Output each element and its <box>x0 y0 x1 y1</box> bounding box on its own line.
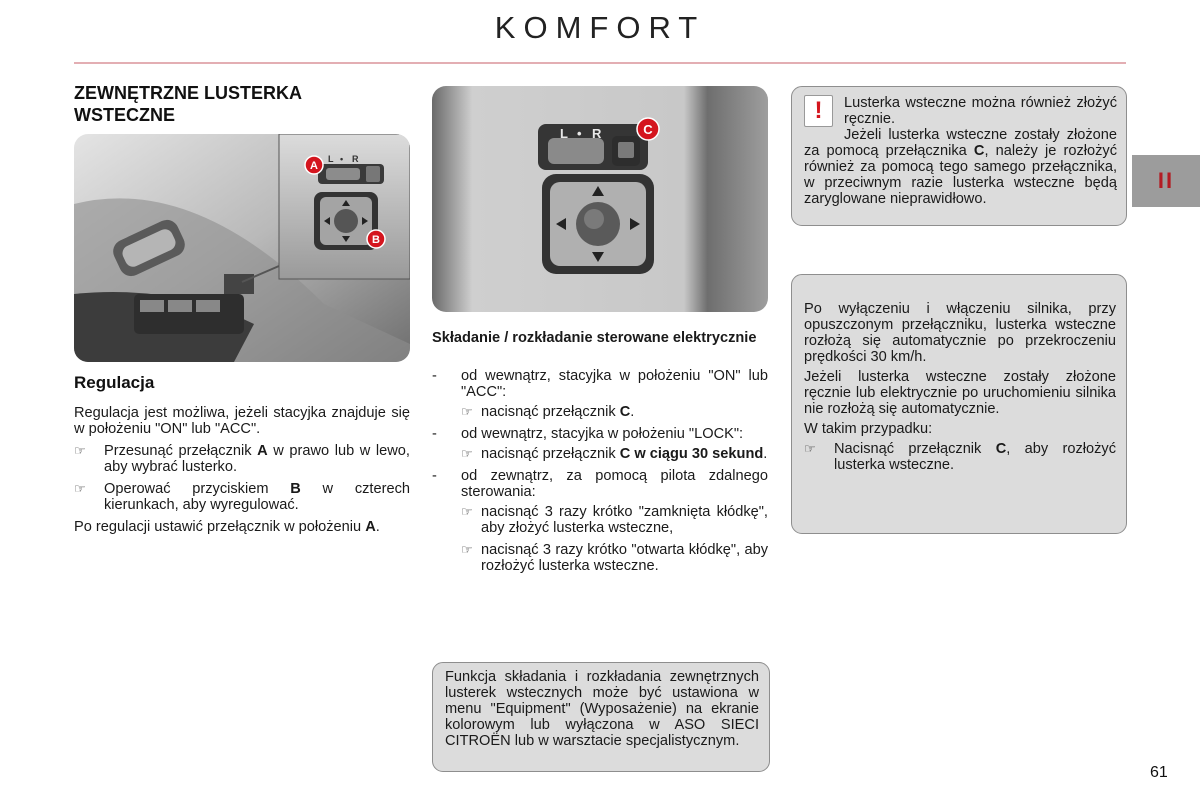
outro-text: Po regulacji ustawić przełącznik w położeniu <box>74 519 366 535</box>
switch-l-label: L <box>328 154 334 164</box>
info-bullet-end: , aby rozłożyć lusterka wsteczne. <box>834 441 1116 473</box>
pointing-hand-icon: ☞ <box>804 441 816 456</box>
info-para-1: Po wyłączeniu i włączeniu silnika, przy opuszczonym przełączniku, lusterka wsteczne rozłożą się automatycznie po przekroczeniu prędkości 30 km/h. <box>804 301 1116 365</box>
warning-line-1: Lusterka wsteczne można również złożyć ręcznie. <box>844 95 1117 127</box>
info-para-2: Jeżeli lusterka wsteczne zostały złożone ręcznie lub elektrycznie po uruchomieniu silnika nie rozłożą się automatycznie. <box>804 369 1116 417</box>
folding-item-3-step-2 <box>461 542 768 574</box>
pointing-hand-icon: ☞ <box>461 504 473 519</box>
bullet-2-text-end: w czterech kierunkach, aby wyregulować. <box>104 481 410 513</box>
folding-item-1 <box>432 368 768 400</box>
page-number: 61 <box>1150 764 1168 781</box>
folding-instructions <box>432 368 768 580</box>
pointing-hand-icon: ☞ <box>74 443 86 458</box>
item-1-step-end: . <box>630 404 635 420</box>
folding-item-1-text: od wewnątrz, stacyjka w położeniu "ON" lub "ACC": <box>461 368 768 400</box>
door-panel-drawing <box>74 134 410 362</box>
folding-item-2 <box>432 426 768 442</box>
outro-text-end: . <box>375 519 380 535</box>
bullet-2-text: Operować przyciskiem <box>104 481 291 497</box>
item-3-step-1-text: nacisnąć 3 razy krótko "zamknięta kłódkę", aby złożyć lusterka wsteczne, <box>481 504 768 536</box>
item-2-step-bold: C w ciągu 30 sekund <box>619 446 764 462</box>
info-bullet <box>804 441 1116 473</box>
pointing-hand-icon: ☞ <box>461 404 473 419</box>
regulacja-bullet-1 <box>74 443 410 475</box>
regulacja-bullet-2 <box>74 481 410 513</box>
section-subtitle-regulacja: Regulacja <box>74 373 155 392</box>
warning-line-2 <box>804 127 1117 207</box>
dash-marker: - <box>432 426 437 442</box>
header-divider <box>74 62 1126 64</box>
regulacja-outro <box>74 519 410 535</box>
folding-item-3-step-1 <box>461 504 768 536</box>
auto-unfold-text <box>792 275 1126 473</box>
pointing-hand-icon: ☞ <box>461 542 473 557</box>
bullet-1-text: Przesunąć przełącznik <box>104 443 258 459</box>
switch-dot-label: • <box>340 154 344 164</box>
info-bullet-bold: C <box>995 441 1007 457</box>
outro-bold: A <box>365 519 376 535</box>
warning-line-2-end: , należy je rozłożyć również za pomocą tego samego przełącznika, w przeciwnym razie lusterka wsteczne będą zaryglowane nieprawidłowo. <box>804 143 1117 207</box>
regulacja-text <box>74 405 410 541</box>
item-3-step-2-text: nacisnąć 3 razy krótko "otwarta kłódkę", aby rozłożyć lusterka wsteczne. <box>481 542 768 574</box>
regulacja-intro: Regulacja jest możliwa, jeżeli stacyjka znajduje się w położeniu "ON" lub "ACC". <box>74 405 410 437</box>
equipment-menu-note-box <box>432 662 770 772</box>
chapter-tab: II <box>1132 155 1200 207</box>
switch-l-label: L <box>560 126 568 141</box>
bullet-1-text-end: w prawo lub w lewo, aby wybrać lusterko. <box>104 443 410 475</box>
switch-closeup-drawing <box>432 86 768 312</box>
pointing-hand-icon: ☞ <box>74 481 86 496</box>
equipment-menu-note: Funkcja składania i rozkładania zewnętrznych lusterek wstecznych może być ustawiona w menu "Equipment" (Wyposażenie) na ekranie kolorowym lub wyłączona w ASO SIECI CITROËN lub w warsztacie specjalistycznym. <box>445 669 759 749</box>
switch-dot-label: • <box>577 126 582 141</box>
dash-marker: - <box>432 468 437 484</box>
folding-item-3-text: od zewnątrz, za pomocą pilota zdalnego sterowania: <box>461 468 768 500</box>
folding-item-1-step <box>461 404 768 420</box>
info-para-3: W takim przypadku: <box>804 421 933 437</box>
switch-r-label: R <box>352 154 359 164</box>
folding-item-3 <box>432 468 768 500</box>
item-2-step-end: . <box>763 446 768 462</box>
folding-heading: Składanie / rozkładanie sterowane elektrycznie <box>432 330 757 346</box>
warning-line-2-text: Jeżeli lusterka wsteczne zostały złożone za pomocą przełącznika <box>804 127 1117 159</box>
info-bullet-text: Nacisnąć przełącznik <box>834 441 996 457</box>
item-2-step-text: nacisnąć przełącznik <box>481 446 620 462</box>
warning-box <box>791 86 1127 226</box>
bullet-1-bold: A <box>257 443 268 459</box>
item-1-step-text: nacisnąć przełącznik <box>481 404 620 420</box>
warning-icon: ! <box>804 95 833 127</box>
callout-c-label: C <box>643 122 653 137</box>
bullet-2-bold: B <box>290 481 301 497</box>
item-1-step-bold: C <box>619 404 631 420</box>
mirror-switch-closeup-illustration <box>432 86 768 312</box>
auto-unfold-info-box <box>791 274 1127 534</box>
page-header-title: KOMFORT <box>494 10 706 45</box>
switch-r-label: R <box>592 126 602 141</box>
callout-a-label: A <box>310 160 318 172</box>
warning-text <box>792 87 1126 207</box>
section-title: ZEWNĘTRZNE LUSTERKA WSTECZNE <box>74 83 302 125</box>
door-switch-illustration <box>74 134 410 362</box>
callout-b-label: B <box>372 234 380 246</box>
folding-item-2-text: od wewnątrz, stacyjka w położeniu "LOCK": <box>461 426 744 442</box>
warning-line-2-bold: C <box>973 143 985 159</box>
pointing-hand-icon: ☞ <box>461 446 473 461</box>
folding-item-2-step <box>461 446 768 462</box>
dash-marker: - <box>432 368 437 384</box>
